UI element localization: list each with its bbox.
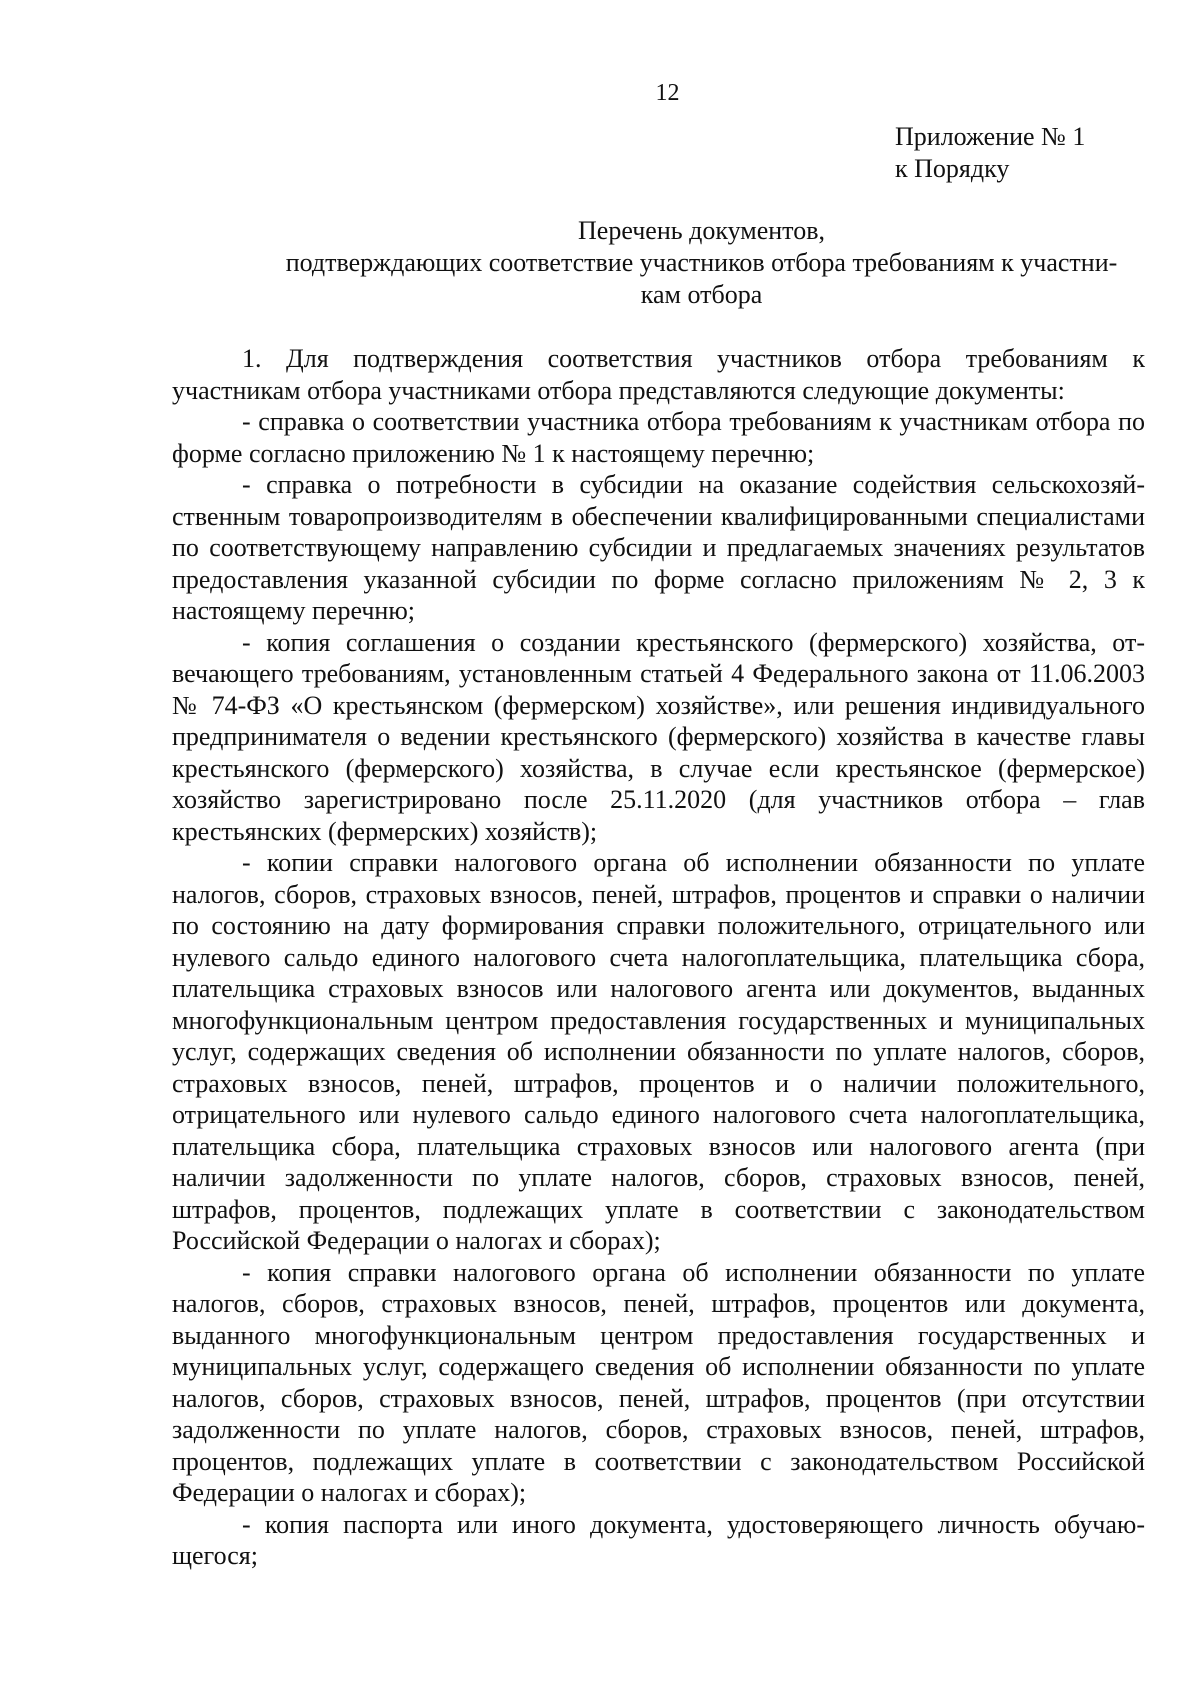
list-item-tax-certificate-no-debt: - копия справки налогового органа об исполнении обязанности по уплате налогов, сборов, страховых взносов, пеней, штрафов, процентов или документа, выданного многофункциональным центром предоставления государственных и муниципальных услуг, содержащего сведения об исполнении обязанности по уплате налогов, сборов, страховых взносов, пеней, штрафов, процентов (при отсутствии задолженности по уплате налогов, сборов, страховых взносов, пеней, штрафов, процентов, подлежащих уплате в соответствии с законодательством Российской Федерации о налогах и сборах); [172,1257,1145,1507]
document-body [172,343,1145,1572]
list-item-compliance-certificate: - справка о соответствии участника отбора требованиям к участникам отбора по форме согласно приложению № 1 к настоящему перечню; [172,407,1145,468]
appendix-header [895,121,1085,185]
title-line-1: Перечень документов, [578,216,825,245]
title-line-3: кам отбора [640,280,763,309]
document-title [258,215,1145,311]
paragraph-intro: 1. Для подтверждения соответствия участников отбора требованиям к участникам отбора участниками отбора представляются следующие документы: [172,344,1145,405]
title-line-2: подтверждающих соответствие участников отбора требованиям к участни- [285,248,1118,277]
appendix-line-1: Приложение № 1 [895,122,1086,151]
list-item-farm-agreement-copy: - копия соглашения о создании крестьянского (фермерского) хозяйства, отвечающего требованиям, установленным статьей 4 Федерального закона от 11.06.2003 № 74-ФЗ «О крестьянском (фермерском) хозяйстве», или решения индивидуального предпринимателя о ведении крестьянского (фермерского) хозяйства в качестве главы крестьянского (фермерского) хозяйства, в случае если крестьянское (фермерское) хозяйство зарегистрировано после 25.11.2020 (для участников отбора – глав крестьянских (фермерских) хозяйств); [172,627,1145,846]
list-item-passport-copy: - копия паспорта или иного документа, удостоверяющего личность обучающегося; [172,1509,1145,1570]
list-item-tax-certificates-with-debt: - копии справки налогового органа об исполнении обязанности по уплате налогов, сборов, страховых взносов, пеней, штрафов, процентов и справки о наличии по состоянию на дату формирования справки положительного, отрицательного или нулевого сальдо единого налогового счета налогоплательщика, плательщика сбора, плательщика страховых взносов или налогового агента или документов, выданных многофункциональным центром предоставления государственных и муниципальных услуг, содержащих сведения об исполнении обязанности по уплате налогов, сборов, страховых взносов, пеней, штрафов, процентов и о наличии положительного, отрицательного или нулевого сальдо единого налогового счета налогоплательщика, плательщика сбора, плательщика страховых взносов или налогового агента (при наличии задолженности по уплате налогов, сборов, страховых взносов, пеней, штрафов, процентов, подлежащих уплате в соответствии с законодательством Российской Федерации о налогах и сборах); [172,848,1145,1255]
list-item-subsidy-need-certificate: - справка о потребности в субсидии на оказание содействия сельскохозяйственным товаропроизводителям в обеспечении квалифицированными специалистами по соответствующему направлению субсидии и предлагаемых значениях результатов предоставления указанной субсидии по форме согласно приложениям № 2, 3 к настоящему перечню; [172,470,1145,625]
appendix-line-2: к Порядку [895,154,1010,183]
page-number: 12 [655,80,680,106]
